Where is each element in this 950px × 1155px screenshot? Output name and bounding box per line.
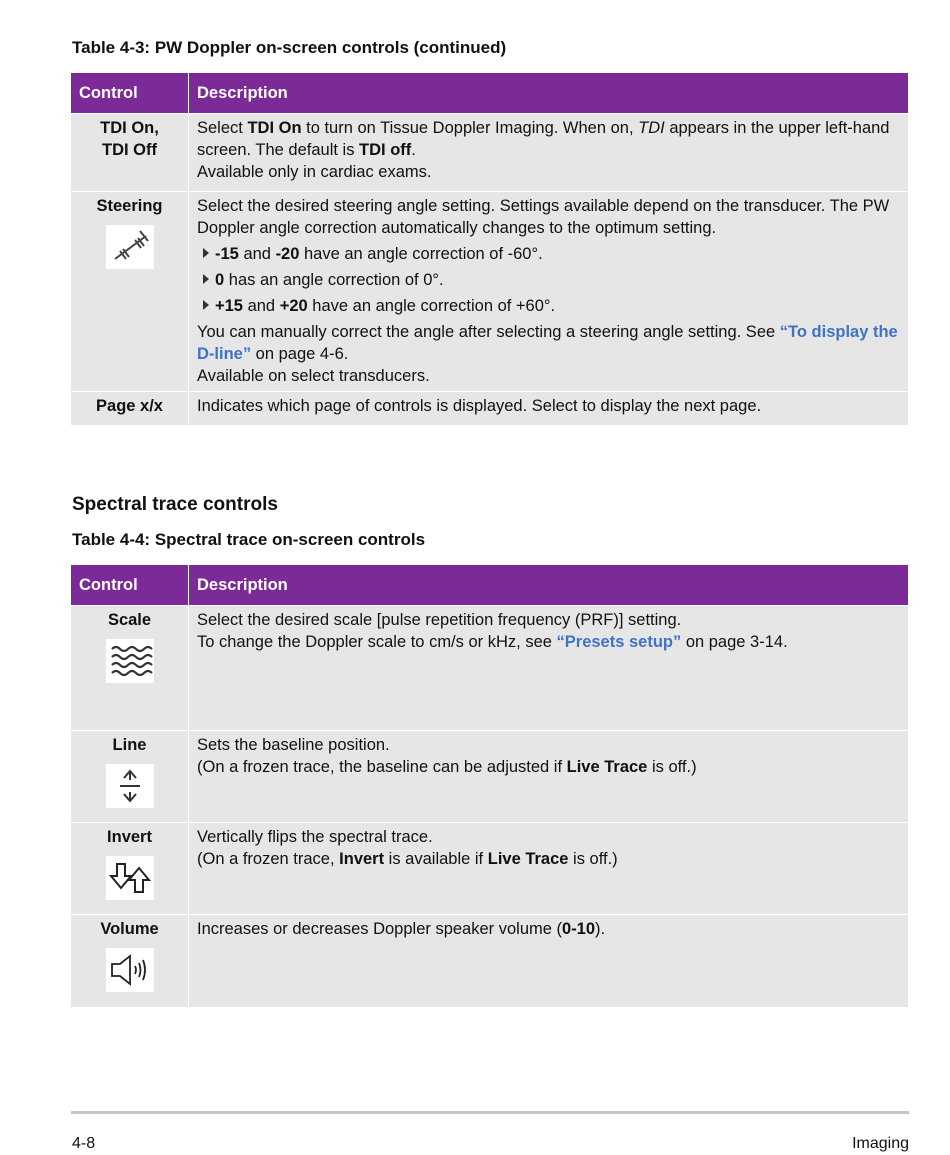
- list-item: 0 has an angle correction of 0°.: [203, 269, 900, 291]
- tdi-availability-text: Available only in cardiac exams.: [197, 163, 432, 181]
- column-header-control: Control: [71, 73, 189, 114]
- table-row-scale: [71, 606, 908, 731]
- description-cell-invert: [189, 823, 909, 915]
- footer-section-name: Imaging: [852, 1135, 909, 1152]
- table-row-steering: [71, 192, 908, 392]
- invert-description-text: Vertically flips the spectral trace.: [197, 828, 433, 846]
- control-label-tdi-on: TDI On,: [100, 119, 159, 137]
- control-label-line: Line: [112, 736, 147, 754]
- bullet-triangle-icon: [203, 274, 209, 284]
- control-cell-tdi: [71, 114, 189, 192]
- control-cell-scale: [71, 606, 189, 731]
- control-cell-volume: [71, 915, 189, 1007]
- control-cell-invert: [71, 823, 189, 915]
- steering-manual-correction-text: You can manually correct the angle after selecting a steering angle setting. See “To display the D-line” on page 4-6.: [197, 323, 898, 363]
- scale-description-text: Select the desired scale [pulse repetition frequency (PRF)] setting.: [197, 611, 682, 629]
- spectral-trace-controls-table: [71, 565, 908, 1007]
- description-cell-page: Indicates which page of controls is displayed. Select to display the next page.: [189, 392, 909, 425]
- invert-arrows-icon: [106, 856, 154, 900]
- footer-divider: [71, 1111, 909, 1114]
- table-row-page: [71, 392, 908, 425]
- steering-description-text: Select the desired steering angle setting. Settings available depend on the transducer. The PW Doppler angle correction automatically changes to the optimum setting.: [197, 197, 890, 237]
- description-cell-tdi: [189, 114, 909, 192]
- control-label-volume: Volume: [100, 920, 159, 938]
- column-header-control: Control: [71, 565, 189, 606]
- steering-icon: [106, 225, 154, 269]
- presets-setup-link[interactable]: “Presets setup”: [556, 633, 682, 651]
- description-cell-line: [189, 731, 909, 823]
- pw-doppler-controls-table: [71, 73, 908, 425]
- bullet-triangle-icon: [203, 300, 209, 310]
- page-number: 4-8: [72, 1135, 96, 1152]
- list-item: +15 and +20 have an angle correction of +60°.: [203, 295, 900, 317]
- table-4-4-caption: Table 4-4: Spectral trace on-screen controls: [72, 530, 426, 549]
- speaker-volume-icon: [106, 948, 154, 992]
- control-label-invert: Invert: [107, 828, 152, 846]
- control-label-tdi-off: TDI Off: [102, 141, 157, 159]
- control-label-scale: Scale: [107, 611, 152, 629]
- description-cell-scale: [189, 606, 909, 731]
- list-item: -15 and -20 have an angle correction of -60°.: [203, 243, 900, 265]
- control-cell-line: [71, 731, 189, 823]
- volume-description-text: Increases or decreases Doppler speaker volume (0-10).: [197, 920, 606, 938]
- to-display-d-line-link[interactable]: “To display the D-line”: [197, 323, 898, 363]
- bullet-triangle-icon: [203, 248, 209, 258]
- table-4-3-caption: Table 4-3: PW Doppler on-screen controls (continued): [72, 38, 507, 57]
- description-cell-steering: [189, 192, 909, 392]
- column-header-description: Description: [189, 73, 909, 114]
- line-frozen-trace-text: (On a frozen trace, the baseline can be adjusted if Live Trace is off.): [197, 758, 697, 776]
- table-row-tdi: [71, 114, 908, 192]
- control-label-steering: Steering: [96, 197, 163, 215]
- description-cell-volume: [189, 915, 909, 1007]
- section-title: Spectral trace controls: [72, 494, 278, 515]
- scale-waves-icon: [106, 639, 154, 683]
- control-cell-steering: [71, 192, 189, 392]
- baseline-arrows-icon: [106, 764, 154, 808]
- steering-availability-text: Available on select transducers.: [197, 367, 430, 385]
- table-row-line: [71, 731, 908, 823]
- tdi-description-text: Select TDI On to turn on Tissue Doppler Imaging. When on, TDI appears in the upper left-hand screen. The default is TDI off.: [197, 119, 890, 159]
- table-row-invert: [71, 823, 908, 915]
- table-row-volume: [71, 915, 908, 1007]
- control-cell-page: Page x/x: [71, 392, 189, 425]
- column-header-description: Description: [189, 565, 909, 606]
- invert-frozen-trace-text: (On a frozen trace, Invert is available if Live Trace is off.): [197, 850, 618, 868]
- scale-presets-text: To change the Doppler scale to cm/s or kHz, see “Presets setup” on page 3-14.: [197, 633, 788, 651]
- line-description-text: Sets the baseline position.: [197, 736, 390, 754]
